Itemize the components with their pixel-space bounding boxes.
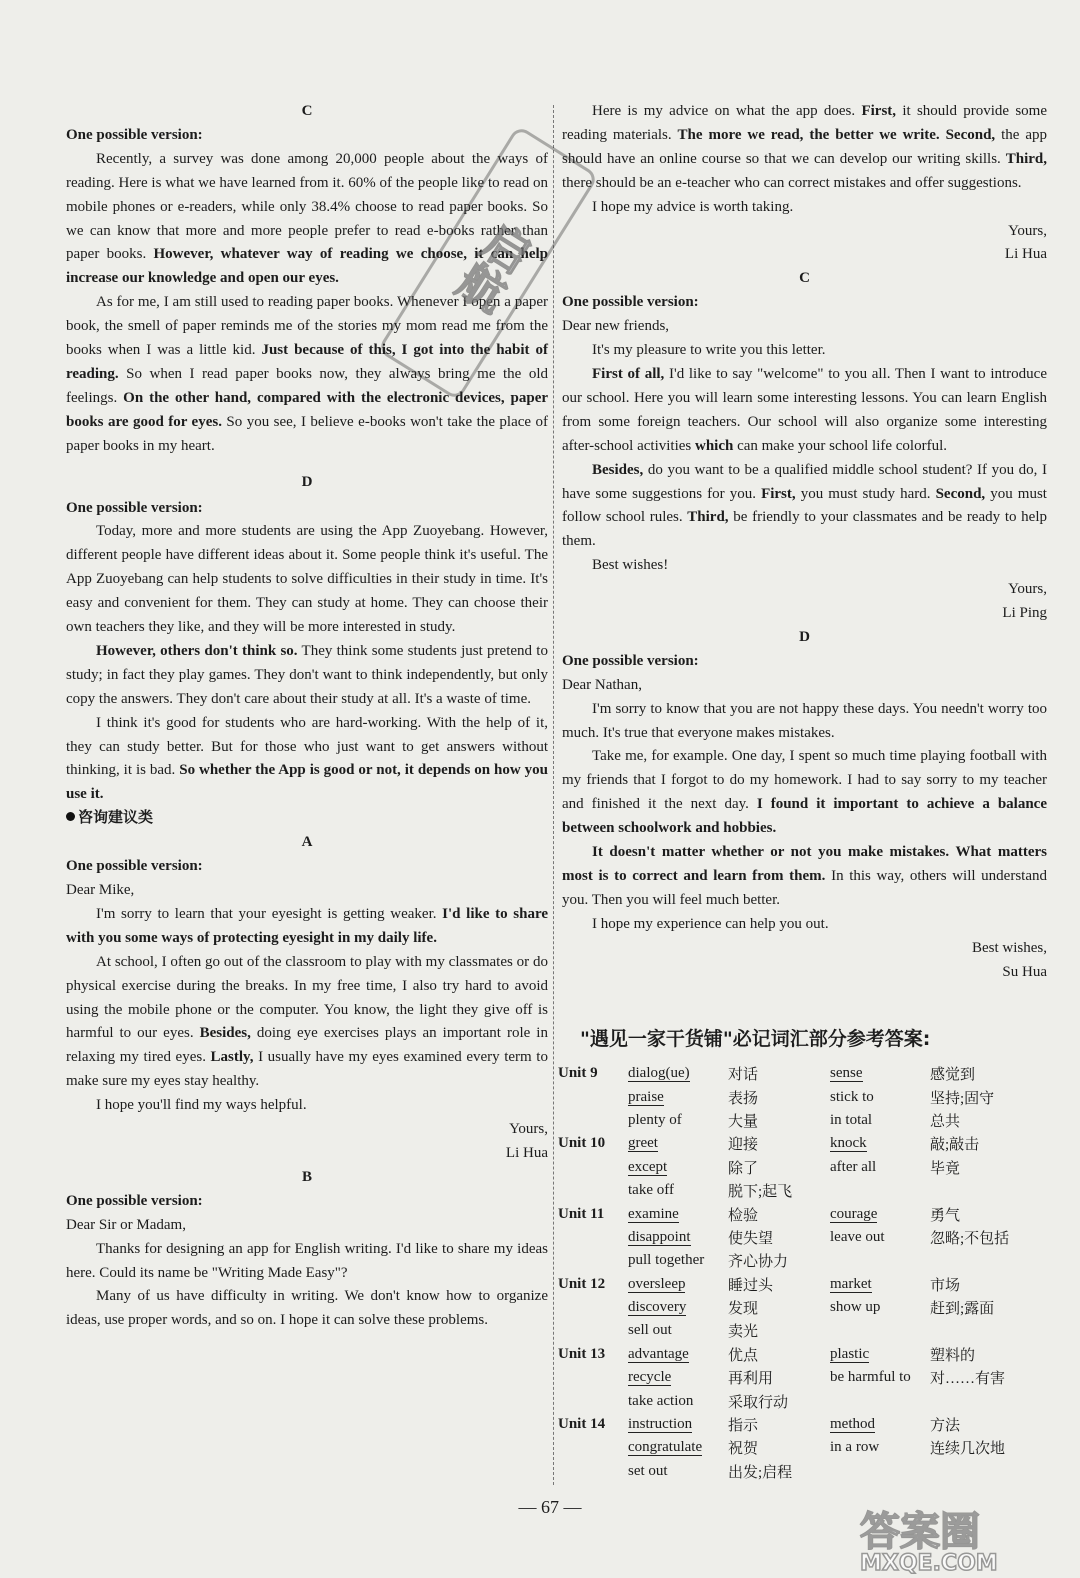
vocab-meaning: 迎接 xyxy=(728,1137,759,1154)
paragraph: Today, more and more students are using the App Zuoyebang. However, different people have different ideas about it. Some people think it's useful. The App Zuoyebang can help students to solve difficulties in their study in time. It's easy and convenient for them. They can study at home. They can choose their own teachers they like, and they will be more interested in study. xyxy=(66,523,548,636)
vocab-word: courage xyxy=(830,1205,878,1222)
vocab-word: advantage xyxy=(628,1345,689,1362)
vocab-meaning: 发现 xyxy=(728,1301,759,1318)
vocab-meaning: 市场 xyxy=(930,1277,961,1294)
column-divider xyxy=(553,105,554,1485)
signature-closing: Yours, xyxy=(1008,581,1047,598)
vocab-unit xyxy=(558,1109,628,1132)
vocab-meaning: 检验 xyxy=(728,1207,759,1224)
vocab-word: discovery xyxy=(628,1299,687,1316)
vocab-meaning: 塑料的 xyxy=(930,1347,976,1364)
vocab-meaning: 指示 xyxy=(728,1418,759,1435)
vocab-meaning: 除了 xyxy=(728,1160,759,1177)
vocab-word: plastic xyxy=(830,1345,870,1362)
vocab-word: after all xyxy=(830,1158,877,1175)
vocab-row xyxy=(558,1226,1038,1249)
vocab-unit: Unit 12 xyxy=(558,1275,606,1292)
vocab-unit: Unit 9 xyxy=(558,1065,598,1082)
section-heading: C xyxy=(301,103,313,119)
vocab-word: show up xyxy=(830,1299,881,1316)
paragraph: I think it's good for students who are hard-working. With the help of it, they can study better. But for those who just want to get answers without thinking, it is bad. So whether the App is good or not, it depends on how you use it. xyxy=(66,714,549,803)
vocab-unit xyxy=(558,1460,628,1483)
vocab-word: except xyxy=(628,1158,668,1175)
vocab-row xyxy=(558,1296,1038,1319)
vocab-word: congratulate xyxy=(628,1439,703,1456)
vocab-word: in a row xyxy=(830,1439,880,1456)
vocab-meaning: 祝贺 xyxy=(728,1441,759,1458)
paragraph: It doesn't matter whether or not you make mistakes. What matters most is to correct and learn from them. In this way, others will understand you. Then you will feel much better. xyxy=(562,844,1048,908)
vocab-word: instruction xyxy=(628,1416,693,1433)
vocab-meaning xyxy=(930,1179,1038,1202)
category-heading: 咨询建议类 xyxy=(66,807,548,831)
version-label: One possible version: xyxy=(66,126,203,143)
vocab-word xyxy=(830,1460,930,1483)
vocab-unit: Unit 13 xyxy=(558,1345,606,1362)
paragraph: I hope my experience can help you out. xyxy=(592,915,829,932)
signature-closing: Yours, xyxy=(509,1121,548,1138)
vocab-row xyxy=(558,1202,1038,1225)
vocab-word: examine xyxy=(628,1205,679,1222)
vocab-row xyxy=(558,1460,1038,1483)
signature-closing: Best wishes, xyxy=(972,939,1047,956)
paragraph: I hope you'll find my ways helpful. xyxy=(96,1097,307,1114)
greeting: Dear Nathan, xyxy=(562,676,642,693)
signature-closing: Yours, xyxy=(1008,222,1047,239)
vocab-word xyxy=(830,1249,930,1272)
greeting: Dear new friends, xyxy=(562,318,670,335)
paragraph: Many of us have difficulty in writing. We don't know how to organize ideas, use proper words, and so on. I hope it can solve these problems. xyxy=(66,1288,548,1329)
vocab-word: market xyxy=(830,1275,872,1292)
vocab-word: dialog(ue) xyxy=(628,1065,690,1082)
signature-name: Li Hua xyxy=(1004,246,1047,263)
section-heading: D xyxy=(301,473,313,490)
signature-name: Li Ping xyxy=(1002,605,1047,622)
paragraph: Recently, a survey was done among 20,000 people about the ways of reading. Here is what we have learned from it. 60% of the people like to read on mobile phones or e-readers, while only 38.4% choose to read paper books. So we can know that more and more people prefer to read e-books rather than paper books. However, whatever way of reading we choose, it can help increase our knowledge and open our eyes. xyxy=(66,150,548,287)
vocab-meaning xyxy=(930,1319,1038,1342)
vocab-word: stick to xyxy=(830,1088,874,1105)
vocab-word: oversleep xyxy=(628,1275,686,1292)
vocab-word: recycle xyxy=(628,1369,672,1386)
vocab-meaning: 赶到;露面 xyxy=(930,1301,995,1318)
vocab-unit xyxy=(558,1156,628,1179)
closing: Best wishes! xyxy=(592,557,669,574)
right-column xyxy=(562,100,1047,985)
section-heading: D xyxy=(799,628,810,645)
vocab-meaning: 坚持;固守 xyxy=(930,1090,995,1107)
paragraph: Thanks for designing an app for English writing. I'd like to share my ideas here. Could its name be "Writing Made Easy"? xyxy=(66,1240,548,1281)
section-heading: A xyxy=(301,834,313,851)
vocab-row xyxy=(558,1132,1038,1155)
vocab-row xyxy=(558,1436,1038,1459)
vocab-meaning xyxy=(930,1249,1038,1272)
paragraph: Here is my advice on what the app does. First, it should provide some reading materials. The more we read, the better we write. Second, the app should have an online course so that we can develop our writing skills. Third, there should be an e-teacher who can correct mistakes and offer suggestions. xyxy=(562,103,1048,191)
vocab-unit xyxy=(558,1436,628,1459)
paragraph: At school, I often go out of the classroom to play with my classmates or do physical exercise during the breaks. In my free time, I also try hard to avoid using the mobile phone or the computer. You know, the light they give off is harmful to our eyes. Besides, doing eye exercises plays an important role in relaxing my tired eyes. Lastly, I usually have my eyes examined every term to make sure my eyes stay healthy. xyxy=(66,953,548,1090)
version-label: One possible version: xyxy=(66,858,203,875)
paragraph: As for me, I am still used to reading paper books. Whenever I open a paper book, the smell of paper reminds me of the stories my mom read me from the books when I was a little kid. Just because of this, I got into the habit of reading. So when I read paper books now, they always bring me the old feelings. On the other hand, compared with the electronic devices, paper books are good for eyes. So you see, I believe e-books won't take the place of paper books in my heart. xyxy=(66,294,549,454)
vocab-word: in total xyxy=(830,1111,873,1128)
vocab-unit xyxy=(558,1226,628,1249)
paragraph: Besides, do you want to be a qualified middle school student? If you do, I have some suggestions for you. First, you must study hard. Second, you must follow school rules. Third, be friendly to your classmates and be ready to help them. xyxy=(562,461,1047,550)
vocab-row xyxy=(558,1389,1038,1412)
signature-name: Li Hua xyxy=(505,1144,548,1161)
vocab-word: sell out xyxy=(628,1322,672,1339)
vocab-meaning: 毕竟 xyxy=(930,1160,961,1177)
vocab-word xyxy=(830,1389,930,1412)
signature-name: Su Hua xyxy=(1002,963,1047,980)
watermark-stamp: 启航 xyxy=(377,125,599,401)
vocab-meaning: 忽略;不包括 xyxy=(930,1230,1010,1247)
vocab-unit xyxy=(558,1249,628,1272)
vocab-row xyxy=(558,1319,1038,1342)
vocab-unit: Unit 10 xyxy=(558,1135,606,1152)
vocab-word: leave out xyxy=(830,1228,885,1245)
vocab-word: praise xyxy=(628,1088,664,1105)
vocab-word: take action xyxy=(628,1392,694,1409)
paragraph: It's my pleasure to write you this letter. xyxy=(592,342,826,359)
vocab-unit: Unit 14 xyxy=(558,1416,606,1433)
vocab-word: pull together xyxy=(628,1252,705,1269)
paragraph: I'm sorry to know that you are not happy these days. You needn't worry too much. It's true that everyone makes mistakes. xyxy=(562,700,1047,741)
page-number: — 67 — xyxy=(518,1497,582,1517)
vocab-row xyxy=(558,1343,1038,1366)
vocab-meaning xyxy=(930,1460,1038,1483)
vocab-word: knock xyxy=(830,1135,867,1152)
vocab-meaning: 睡过头 xyxy=(728,1277,774,1294)
vocab-row xyxy=(558,1249,1038,1272)
vocab-row xyxy=(558,1366,1038,1389)
vocab-meaning: 优点 xyxy=(728,1347,759,1364)
vocab-meaning: 卖光 xyxy=(728,1324,759,1341)
paragraph: I'm sorry to learn that your eyesight is getting weaker. I'd like to share with you some ways of protecting eyesight in my daily life. xyxy=(66,905,549,946)
vocab-meaning: 总共 xyxy=(930,1113,961,1130)
vocab-meaning: 方法 xyxy=(930,1418,961,1435)
paragraph: However, others don't think so. They think some students just pretend to study; in fact they play games. They don't want to think independently, but only copy the answers. They don't care about their study at all. It's a waste of time. xyxy=(66,642,548,707)
vocab-meaning: 出发;启程 xyxy=(728,1464,793,1481)
vocab-word xyxy=(830,1179,930,1202)
vocab-meaning: 勇气 xyxy=(930,1207,961,1224)
version-label: One possible version: xyxy=(66,1192,203,1209)
vocab-word: greet xyxy=(628,1135,658,1152)
vocab-meaning: 对……有害 xyxy=(930,1371,1006,1388)
vocab-meaning: 表扬 xyxy=(728,1090,759,1107)
vocab-meaning: 再利用 xyxy=(728,1371,774,1388)
vocab-meaning: 使失望 xyxy=(728,1230,774,1247)
section-heading: C xyxy=(799,270,810,287)
vocab-meaning: 采取行动 xyxy=(728,1394,789,1411)
vocab-meaning: 对话 xyxy=(728,1067,759,1084)
vocab-unit: Unit 11 xyxy=(558,1205,605,1222)
vocab-meaning: 脱下;起飞 xyxy=(728,1184,793,1201)
vocab-row xyxy=(558,1413,1038,1436)
vocab-section-title: "遇见一家干货铺"必记词汇部分参考答案: xyxy=(580,1028,931,1050)
vocab-word: disappoint xyxy=(628,1228,691,1245)
vocab-row xyxy=(558,1179,1038,1202)
vocab-meaning: 感觉到 xyxy=(930,1067,976,1084)
vocab-word: take off xyxy=(628,1182,674,1199)
vocab-meaning xyxy=(930,1389,1038,1412)
vocab-word: method xyxy=(830,1416,875,1433)
paragraph: I hope my advice is worth taking. xyxy=(592,198,794,215)
vocab-unit xyxy=(558,1179,628,1202)
paragraph: Take me, for example. One day, I spent so much time playing football with my friends that I forgot to do my homework. I had to say sorry to my teacher and finished it the next day. I found it important to achieve a balance between schoolwork and hobbies. xyxy=(562,748,1047,837)
vocab-word: be harmful to xyxy=(830,1369,911,1386)
vocab-unit xyxy=(558,1319,628,1342)
vocab-row xyxy=(558,1156,1038,1179)
greeting: Dear Mike, xyxy=(66,882,135,898)
vocab-row xyxy=(558,1085,1038,1108)
bullet-icon xyxy=(66,812,75,821)
paragraph: First of all, I'd like to say "welcome" to you all. Then I want to introduce our school. Here you will learn some interesting lessons. You can learn English from some foreign teachers. Our school will also organize some interesting after-school activities which can make your school life colorful. xyxy=(562,365,1047,454)
vocab-unit xyxy=(558,1085,628,1108)
vocab-meaning: 齐心协力 xyxy=(728,1254,789,1271)
vocab-word: sense xyxy=(830,1065,863,1082)
vocab-word: plenty of xyxy=(628,1111,682,1128)
vocab-unit xyxy=(558,1366,628,1389)
vocab-row xyxy=(558,1062,1038,1085)
version-label: One possible version: xyxy=(562,294,699,311)
vocab-row xyxy=(558,1273,1038,1296)
greeting: Dear Sir or Madam, xyxy=(66,1216,186,1233)
vocab-unit xyxy=(558,1296,628,1319)
vocab-word xyxy=(830,1319,930,1342)
vocab-meaning: 大量 xyxy=(728,1113,759,1130)
version-label: One possible version: xyxy=(562,652,699,669)
watermark-logo: 答案圈 MXQE.COM xyxy=(860,1509,998,1576)
vocab-unit xyxy=(558,1389,628,1412)
version-label: One possible version: xyxy=(66,499,203,516)
vocab-word: set out xyxy=(628,1462,668,1479)
vocab-row xyxy=(558,1109,1038,1132)
section-heading: B xyxy=(301,1168,312,1185)
vocab-meaning: 连续几次地 xyxy=(930,1441,1006,1458)
vocab-table xyxy=(558,1062,1038,1483)
vocab-meaning: 敲;敲击 xyxy=(930,1137,980,1154)
